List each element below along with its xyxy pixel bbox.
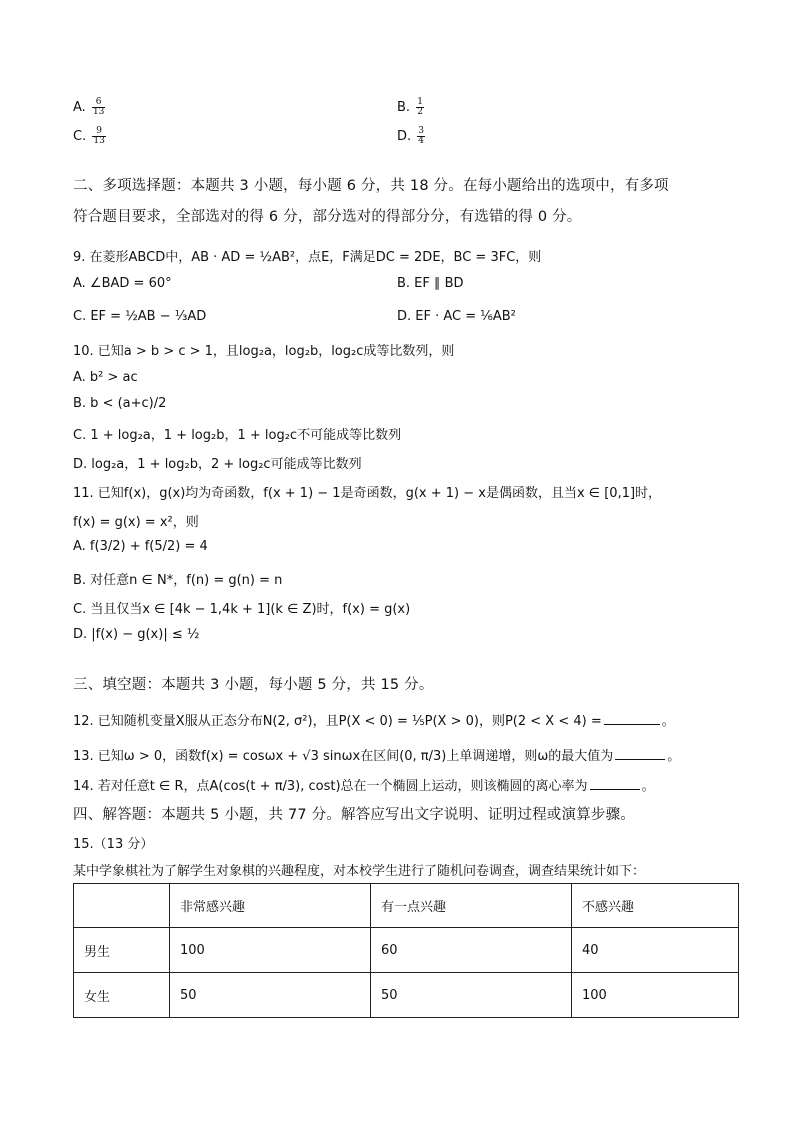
q11-option-d: D. |f(x) − g(x)| ≤ ½ <box>73 627 200 642</box>
survey-table <box>73 883 739 1018</box>
section4-heading: 四、解答题：本题共 5 小题，共 77 分。解答应写出文字说明、证明过程或演算步骤。 <box>73 807 636 823</box>
q13-answer-blank[interactable] <box>615 747 665 760</box>
q11-option-c: C. 当且仅当x ∈ [4k − 1,4k + 1](k ∈ Z)时，f(x) = g(x) <box>73 602 411 617</box>
table-row <box>74 973 739 1018</box>
q9-option-c: C. EF = ½AB − ⅓AD <box>73 309 207 324</box>
section2-heading-line2: 符合题目要求，全部选对的得 6 分，部分选对的得部分分，有选错的得 0 分。 <box>73 209 582 225</box>
q11-stem-line2: f(x) = g(x) = x²，则 <box>73 515 199 530</box>
q11-stem-line1: 11. 已知f(x)，g(x)均为奇函数，f(x + 1) − 1是奇函数，g(x + 1) − x是偶函数，且当x ∈ [0,1]时， <box>73 486 662 501</box>
table-cell: 60 <box>371 928 572 973</box>
q14-text: 14. 若对任意t ∈ R，点A(cos(t + π/3), cost)总在一个椭圆上运动，则该椭圆的离心率为 。 <box>73 779 655 794</box>
q10-option-a: A. b² > ac <box>73 370 138 385</box>
q14-answer-blank[interactable] <box>590 777 640 790</box>
q13-text: 13. 已知ω > 0，函数f(x) = cosωx + √3 sinωx在区间(0, π/3)上单调递增，则ω的最大值为 。 <box>73 749 681 764</box>
q9-stem: 9. 在菱形ABCD中，AB · AD = ½AB²，点E，F满足DC = 2DE，BC = 3FC，则 <box>73 250 542 265</box>
table-header-cell: 不感兴趣 <box>572 884 739 928</box>
q9-option-b: B. EF ∥ BD <box>397 276 464 291</box>
q8-option-b: B. $\frac{1}{2}$ <box>397 97 423 117</box>
table-cell: 100 <box>170 928 371 973</box>
table-cell: 100 <box>572 973 739 1018</box>
q12-answer-blank[interactable] <box>604 712 660 725</box>
table-cell: 40 <box>572 928 739 973</box>
q9-option-d: D. EF · AC = ⅙AB² <box>397 309 516 324</box>
q12-text: 12. 已知随机变量X服从正态分布N(2, σ²)，且P(X < 0) = ⅕P(X > 0)，则P(2 < X < 4) = 。 <box>73 714 675 729</box>
table-header-row <box>74 884 739 928</box>
section3-heading: 三、填空题：本题共 3 小题，每小题 5 分，共 15 分。 <box>73 677 434 693</box>
q15-label: 15.（13 分） <box>73 837 154 852</box>
table-row <box>74 928 739 973</box>
table-cell: 女生 <box>74 973 170 1018</box>
q11-option-b: B. 对任意n ∈ N*，f(n) = g(n) = n <box>73 573 283 588</box>
q10-option-d: D. log₂a，1 + log₂b，2 + log₂c可能成等比数列 <box>73 457 362 472</box>
table-cell: 50 <box>170 973 371 1018</box>
section2-heading-line1: 二、多项选择题：本题共 3 小题，每小题 6 分，共 18 分。在每小题给出的选项中，有多项 <box>73 178 669 194</box>
q8-option-c: C. $\frac{9}{13}$ <box>73 126 105 146</box>
table-cell: 男生 <box>74 928 170 973</box>
table-header-cell: 有一点兴趣 <box>371 884 572 928</box>
q8-option-a: A. $\frac{6}{13}$ <box>73 97 105 117</box>
q10-option-b: B. b < (a+c)/2 <box>73 396 167 411</box>
q10-stem: 10. 已知a > b > c > 1，且log₂a，log₂b，log₂c成等比数列，则 <box>73 344 455 359</box>
q8-option-d: D. $\frac{3}{4}$ <box>397 126 425 146</box>
table-header-cell <box>74 884 170 928</box>
q9-option-a: A. ∠BAD = 60° <box>73 276 172 291</box>
q10-option-c: C. 1 + log₂a，1 + log₂b，1 + log₂c不可能成等比数列 <box>73 428 402 443</box>
table-header-cell: 非常感兴趣 <box>170 884 371 928</box>
q11-option-a: A. f(3/2) + f(5/2) = 4 <box>73 539 208 554</box>
table-cell: 50 <box>371 973 572 1018</box>
q15-stem: 某中学象棋社为了解学生对象棋的兴趣程度，对本校学生进行了随机问卷调查，调查结果统计如下： <box>73 864 646 879</box>
